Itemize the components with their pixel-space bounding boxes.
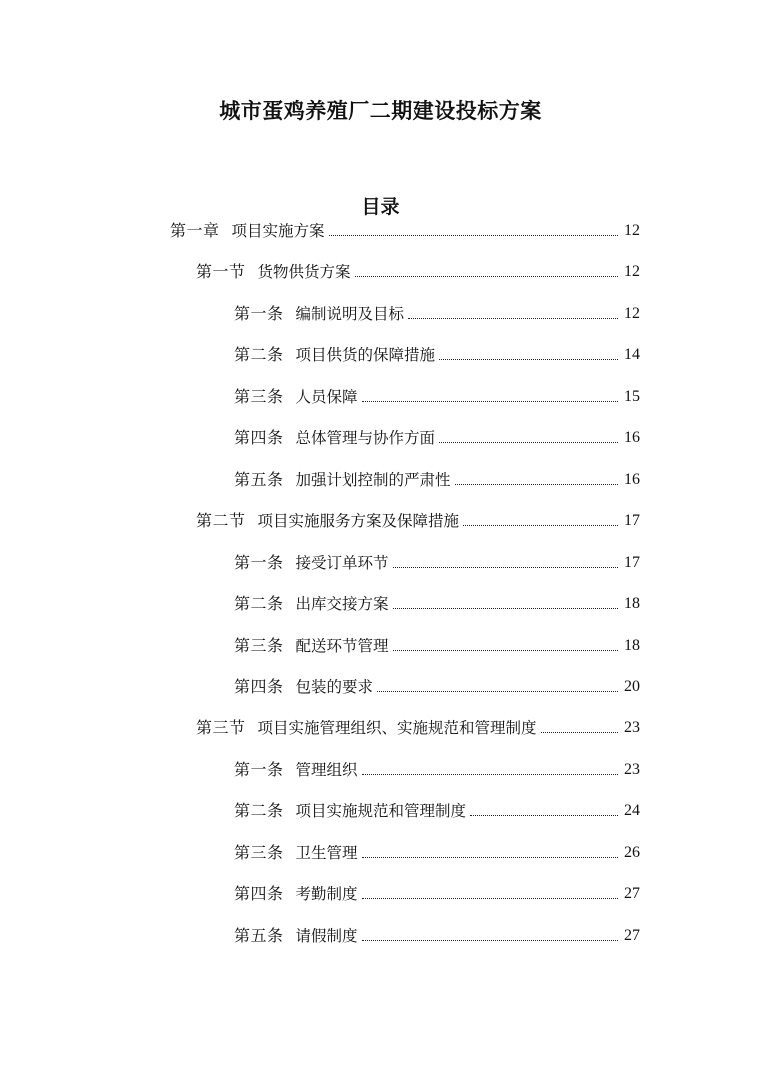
toc-entry-label: 卫生管理	[295, 844, 358, 862]
toc-entry-number: 第三条	[234, 387, 284, 406]
toc-entry-number: 第四条	[234, 677, 284, 696]
toc-dot-leader	[439, 441, 618, 443]
toc-entry-number: 第二条	[234, 801, 284, 820]
toc-entry-page: 17	[624, 512, 640, 529]
toc-entry-label: 项目实施规范和管理制度	[295, 802, 467, 820]
toc-entry-number: 第一条	[234, 553, 284, 572]
toc-entry-article[interactable]	[234, 759, 640, 781]
toc-entry-page: 23	[624, 719, 640, 736]
toc-dot-leader	[393, 607, 618, 609]
toc-dot-leader	[355, 275, 618, 277]
toc-dot-leader	[377, 690, 618, 692]
toc-entry-label: 货物供货方案	[257, 263, 351, 281]
toc-entry-article[interactable]	[234, 676, 640, 698]
toc-entry-article[interactable]	[234, 800, 640, 822]
toc-entry-article[interactable]	[234, 593, 640, 615]
toc-entry-page: 15	[624, 388, 640, 405]
toc-entry-article[interactable]	[234, 925, 640, 947]
toc-entry-page: 23	[624, 761, 640, 778]
toc-entry-label: 总体管理与协作方面	[295, 429, 436, 447]
toc-entry-number: 第一条	[234, 760, 284, 779]
toc-entry-page: 12	[624, 263, 640, 280]
toc-entry-label: 项目供货的保障措施	[295, 346, 436, 364]
toc-entry-label: 请假制度	[295, 927, 358, 945]
toc-entry-article[interactable]	[234, 344, 640, 366]
toc-heading: 目录	[361, 196, 400, 218]
toc-entry-page: 24	[624, 802, 640, 819]
toc-dot-leader	[463, 524, 618, 526]
toc-entry-article[interactable]	[234, 427, 640, 449]
document-title: 城市蛋鸡养殖厂二期建设投标方案	[219, 99, 542, 123]
toc-entry-article[interactable]	[234, 552, 640, 574]
toc-entry-article[interactable]	[234, 842, 640, 864]
toc-entry-number: 第三条	[234, 636, 284, 655]
toc-entry-number: 第一节	[196, 262, 246, 281]
toc-dot-leader	[362, 897, 618, 899]
toc-entry-number: 第三条	[234, 843, 284, 862]
toc-entry-label: 项目实施管理组织、实施规范和管理制度	[257, 719, 537, 737]
toc-dot-leader	[541, 731, 618, 733]
toc-entry-label: 接受订单环节	[295, 554, 389, 572]
toc-entry-label: 加强计划控制的严肃性	[295, 471, 451, 489]
toc-entry-article[interactable]	[234, 386, 640, 408]
toc-entry-number: 第二条	[234, 345, 284, 364]
toc-entry-label: 包装的要求	[295, 678, 374, 696]
toc-entry-label: 项目实施服务方案及保障措施	[257, 512, 460, 530]
toc-dot-leader	[470, 814, 618, 816]
toc-entry-page: 17	[624, 554, 640, 571]
toc-entry-page: 16	[624, 471, 640, 488]
toc-entry-page: 20	[624, 678, 640, 695]
toc-entry-page: 16	[624, 429, 640, 446]
toc-dot-leader	[439, 358, 618, 360]
toc-entry-page: 27	[624, 927, 640, 944]
toc-dot-leader	[393, 566, 618, 568]
toc-entry-number: 第一条	[234, 304, 284, 323]
toc-entry-section-3[interactable]	[196, 717, 640, 739]
toc-dot-leader	[408, 317, 618, 319]
toc-entry-section-2[interactable]	[196, 510, 640, 532]
toc-dot-leader	[362, 939, 618, 941]
toc-entry-page: 18	[624, 637, 640, 654]
toc-dot-leader	[329, 234, 618, 236]
toc-entry-number: 第一章	[170, 221, 220, 240]
toc-entry-label: 管理组织	[295, 761, 358, 779]
toc-dot-leader	[362, 773, 618, 775]
toc-entry-chapter-1[interactable]	[170, 220, 640, 242]
toc-dot-leader	[362, 400, 618, 402]
toc-entry-page: 12	[624, 222, 640, 239]
toc-entry-label: 人员保障	[295, 388, 358, 406]
toc-entry-article[interactable]	[234, 469, 640, 491]
toc-entry-page: 26	[624, 844, 640, 861]
toc-entry-number: 第五条	[234, 470, 284, 489]
toc-entry-number: 第四条	[234, 428, 284, 447]
toc-entry-label: 配送环节管理	[295, 637, 389, 655]
toc-entry-page: 27	[624, 885, 640, 902]
toc-entry-article[interactable]	[234, 635, 640, 657]
toc-dot-leader	[362, 856, 618, 858]
toc-entry-number: 第五条	[234, 926, 284, 945]
toc-entry-label: 编制说明及目标	[295, 305, 405, 323]
toc-entry-article[interactable]	[234, 303, 640, 325]
toc-entry-number: 第二节	[196, 511, 246, 530]
toc-entry-label: 项目实施方案	[231, 222, 325, 240]
toc-entry-number: 第二条	[234, 594, 284, 613]
toc-entry-label: 出库交接方案	[295, 595, 389, 613]
toc-entry-section-1[interactable]	[196, 261, 640, 283]
toc-entry-page: 18	[624, 595, 640, 612]
toc-entry-label: 考勤制度	[295, 885, 358, 903]
toc-entry-number: 第四条	[234, 884, 284, 903]
toc-dot-leader	[393, 649, 618, 651]
toc-entry-article[interactable]	[234, 883, 640, 905]
toc-entry-page: 12	[624, 305, 640, 322]
toc-entry-page: 14	[624, 346, 640, 363]
toc-dot-leader	[455, 483, 618, 485]
toc-entry-number: 第三节	[196, 718, 246, 737]
